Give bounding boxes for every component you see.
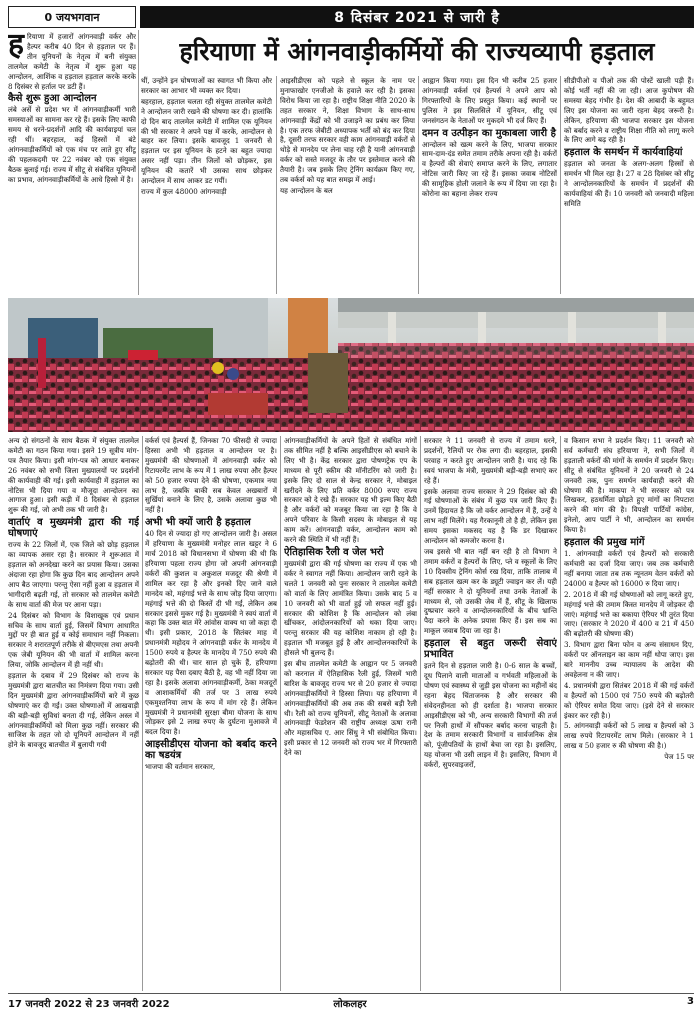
protest-rally-photo (8, 298, 694, 432)
demand-item: 5. आंगनवाड़ी वर्करों को 5 लाख व हैल्पर्स को 3 लाख रुपये रिटायरमेंट लाभ मिले। (सरकार ने 1 लाख व 50 हजार रु की घोषणा की है।) (564, 721, 694, 751)
article-column-9 (424, 436, 557, 991)
article-column-4 (422, 76, 557, 291)
paragraph: सीडीपीओ व पीओ तक की पोस्टें खाली पड़ी हैं। कोई भर्ती नहीं की जा रही। आज कुपोषण की समस्या बेहद गंभीर है। देश की आबादी के बहुमत लिए इस योजना का जारी रहना बेहद जरूरी है। लेकिन, हरियाणा की भाजपा सरकार इस योजना को बर्बाद करने व राष्ट्रीय शिक्षा नीति को लागू करने के लिए आगे बढ़ रही है। (564, 76, 694, 145)
demand-item: 3. विभाग द्वारा बिना फोन व अन्य संसाधन दिए, वर्करों पर ऑनलाइन का काम नहीं थोपा जाए। इस बारे माननीय उच्च न्यायालय के आदेश की अवहेलना न की जाए। (564, 640, 694, 679)
paragraph: इस बीच तालमेल कमेटी के आह्वान पर 5 जनवरी को करनाल में ऐतिहासिक रैली हुई, जिसमें भारी बारिश के बावजूद राज्य भर से 20 हजार से ज्यादा आंगनवाड़ीकर्मियों ने हिस्सा लिया। यह हरियाणा में आंगनवाड़ीकर्मियों की अब तक की सबसे बड़ी रैली थी। रैली को राज्य यूनियनों, सीटू नेताओं के अलावा आंगनवाड़ी फेडरेशन की राष्ट्रीय अध्यक्ष ऊषा रानी और महासचिव ए. आर सिंधु ने भी संबोधित किया। इसी प्रकार से 12 जनवरी को राज्य भर में गिरफ्तारी देने का (284, 659, 417, 758)
paragraph: बहरहाल, हड़ताल चलता रही संयुक्त तालमेल कमेटी ने आन्दोलन जारी रखने की घोषणा कर दी। हालांकि दो दिन बाद तालमेल कमेटी में शामिल एक यूनियन की भी सरकार ने अपने पक्ष में करके, आन्दोलन से बाहर कर लिया। इसके बावजूद 1 जनवरी से हड़ताल पर इस यूनियन के हटने का बहुत ज्यादा असर नहीं पड़ा। तीन जिलों को छोड़कर, इस यूनियन की कतारें भी उसका साथ छोड़कर आन्दोलन में साथ आकर डट गयीं। (141, 96, 272, 186)
subheading: कैसे शुरू हुआ आन्दोलन (8, 93, 97, 105)
article-column-3 (280, 76, 415, 291)
protest-rally-illustration (8, 298, 694, 432)
article-column-6 (8, 436, 139, 991)
article-column-5 (564, 76, 694, 291)
subheading: अभी भी क्यों जारी है हड़ताल (145, 517, 251, 529)
subheading: हड़ताल की प्रमुख मांगें (564, 537, 645, 549)
paragraph: इतने दिन से हड़ताल जारी है। 0-6 साल के बच्चों, दूध पिलाने वाली माताओं व गर्भवती महिलाओं के पोषण एवं स्वास्थ्य से जुड़ी इस योजना का महीनों बंद रहना बेहद चिंताजनक है और सरकार की संवेदनहीनता को ही दर्शाता है। भाजपा सरकार आइसीडीएस को भी, अन्य सरकारी विभागों की तर्ज पर निजी हाथों में सौंपकर बर्बाद करना चाहती है। देश के तमाम सरकारी विभागों व सार्वजनिक क्षेत्र को, पूंजीपतियों के हाथों बेचा जा रहा है। इसलिए, यह योजना भी उसी लाइन में है। इसलिए, विभाग में वर्करों, सुपरवाइजरों, (424, 661, 557, 770)
subheading: ऐतिहासिक रैली व जेल भरो (284, 546, 384, 558)
page-title: हरियाणा में आंगनवाड़ीकर्मियों की राज्यव्यापी हड़ताल (179, 37, 655, 66)
paragraph: जब इससे भी बात नहीं बन रही है तो विभाग ने तमाम वर्करों व हैल्परों के लिए, प्ले व स्कूलों के लिए 10 दिवसीय ट्रेनिंग कोर्स रख दिया, ताकि तालाब में सब हड़ताल खत्म कर के ड्यूटी ज्वाइन कर लें। यही नहीं सरकार ने दो यूनियनों तथा उनके नेताओं के माध्यम से, जो उसकी जेब में हैं, सीटू के खिलाफ दुष्प्रचार करने व आन्दोलनकारियों के बीच भ्रान्ति पैदा करने के अनेक प्रयास किए हैं। इस सब का माकूल जवाब दिया जा रहा है। (424, 546, 557, 636)
paragraph: सरकार ने 11 जनवरी से राज्य में तमाम धरने, प्रदर्शनों, रैलियों पर रोक लगा दी। बहरहाल, इसकी परवाह न करते हुए आन्दोलन जारी है। याद रहे कि स्वयं भाजपा के मंत्री, मुख्यमंत्री बड़ी-बड़ी सभाएं कर रहे हैं। (424, 436, 557, 485)
paragraph: 40 दिन से ज्यादा हो गए आन्दोलन जारी है। असल में हरियाणा के मुख्यमंत्री मनोहर लाल खट्टर ने 6 मार्च 2018 को विधानसभा में घोषणा की थी कि हरियाणा पहला राज्य होगा जो अपनी आंगनवाड़ी वर्करों की कुशल व अकुशल मजदूर की श्रेणी में शामिल कर रहा है और इनको दिए जाने वाले मानदेय को, महंगाई भत्ते के साथ जोड़ दिया जाएगा। महंगाई भत्ते की दो किस्तें दी भी गईं, लेकिन अब सरकार इससे मुकर गई है। मुख्यमंत्री ने स्वयं वार्ता में कहा कि उक्त बात मेरे आंवोस वाक्य था जो कहा दी थी। इसी प्रकार, 2018 के सितंबर माह में प्रधानमंत्री महोदय ने आंगनवाड़ी वर्कर के मानदेय में 1500 रुपये व हैल्पर के मानदेय में 750 रुपये की बढ़ोतरी की थी। चार साल हो चुके हैं, हरियाणा सरकार यह पैसा दबाए बैठी है, वह भी नहीं दिया जा रहा है। इसके अलावा आंगनवाड़ीकर्मी, ठेका मजदूरों व आशाकर्मियों की तर्ज पर 3 लाख रुपये एकमुश्तनिया लाभ के रूप में मांग रहे हैं। लेकिन मुख्यमंत्री ने प्रधानमंत्री सुरक्षा बीमा योजना के साथ जोड़कर इसे 2 लाख रुपए के दुर्घटना मुआवजे में बदल दिया है। (145, 529, 277, 737)
paragraph: राज्य में कुल 48000 आंगनवाड़ी (141, 186, 227, 196)
subheading: हड़ताल से बहुत जरूरी सेवाएं प्रभावित (424, 638, 557, 661)
article-column-7 (145, 436, 277, 991)
article-column-2 (141, 76, 272, 291)
paragraph: आह्वान किया गया। इस दिन भी करीब 25 हजार आंगनवाड़ी वर्कर्स एवं हैल्पर्स ने अपने आप को गिरफ्तारियों के लिए प्रस्तुत किया। कई स्थानों पर पुलिस ने इस सिलसिले में यूनियन, सीटू एवं जनसंगठन के नेताओं पर मुकदमे भी दर्ज किए हैं। (422, 76, 557, 125)
paragraph: मुख्यमंत्री द्वारा की गई घोषणा का राज्य में एक भी वर्कर ने स्वागत नहीं किया। आन्दोलन जारी रहने के चलते 1 जनवरी को पुनः सरकार ने तालमेल कमेटी को वार्ता के लिए आमंत्रित किया। उसके बाद 5 व 10 जनवरी को भी वार्ता हुई जो सफल नहीं हुई। सरकार की कोशिश है कि आन्दोलन को लंबा खींचकर, आंदोलनकारियों को थका दिया जाए। परन्तु सरकार की यह कोशिश नाकाम हो रही है। हड़ताल भी मजबूत हुई है और आन्दोलनकारियों के हौसले भी बुलन्द हैं। (284, 558, 417, 658)
paragraph: व किसान सभा ने प्रदर्शन किए। 11 जनवरी को सर्व कर्मचारी संघ हरियाणा ने, सभी जिलों में हड़ताली वर्करों की मांगों के समर्थन में प्रदर्शन किए। सीटू से संबंधित यूनियनों ने 20 जनवरी से 24 जनवरी तक, पुनः समर्थन कार्यवाही करने की घोषणा की है। माकपा ने भी सरकार को पत्र लिखकर, हठधर्मिता छोड़ते हुए मांगों का निपटारा करने की मांग की है। विपक्षी पार्टियों कांग्रेस, इनेलो, आप पार्टी ने भी, आन्दोलन का समर्थन किया है। (564, 436, 694, 535)
subheading: दमन व उत्पीड़न का मुकाबला जारी है (422, 127, 556, 139)
publication-name: लोकलहर (333, 999, 367, 1010)
paragraph: रियाणा में हजारों आंगनवाड़ी वर्कर और हैल्पर करीब 40 दिन से हड़ताल पर हैं। तीन यूनियनों के नेतृत्व में बनी संयुक्त तालमेल कमेटी के नेतृत्व में शुरू हुआ यह आन्दोलन, आशिंक व हड़ताल हड़ताल करके करके 8 दिसंबर से हर्ताल पर डटी हैं। (8, 32, 136, 91)
drop-cap: ह (8, 32, 24, 62)
date-banner: 8 दिसंबर 2021 से जारी है (140, 6, 694, 28)
paragraph: भाजपा की वर्तमान सरकार, (145, 762, 216, 772)
demand-item: 1. आंगनवाड़ी वर्करों एवं हैल्परों को सरकारी कर्मचारी का दर्जा दिया जाए। जब तक कर्मचारी नहीं बनाया जाता तब तक न्यूनतम वेतन वर्करों को 24000 व हैल्पर को 16000 रु दिया जाए। (564, 549, 694, 588)
paragraph: राज्य के 22 जिलों में, एक जिले को छोड़ हड़ताल का व्यापक असर रहा है। सरकार ने शुरूआत में हड़ताल को अनदेखा करने का प्रयास किया। उसका अंदाजा रहा होगा कि कुछ दिन बाद आन्दोलन अपने आप बैठ जाएगा। परन्तु ऐसा नहीं हुआ व हड़ताल में भागीदारी बढ़ती गई, तो सरकार को तालमेल कमेटी के साथ वार्ता की मेज पर आना पड़ा। (8, 540, 139, 609)
paragraph: इसके अलावा राज्य सरकार ने 29 दिसंबर को की गई घोषणाओं के संबंध में कुछ पत्र जारी किए हैं। उनमें हिदायत है कि जो वर्कर आन्दोलन में हैं, उन्हें ये लाभ नहीं मिलेंगे। यह गैरकानूनी तो है ही, लेकिन इस समय इसका मकसद यह है कि डर दिखाकर आन्दोलन को कमजोर करना है। (424, 486, 557, 546)
continued-note: पेज 15 पर (664, 752, 694, 762)
paragraph: आइसीडीएस को पहले से स्कूल के नाम पर मुनाफाखोर एनजीओ के हवाले कर रही है। इसका विरोध किया जा रहा है। राष्ट्रीय शिक्षा नीति 2020 के तहत सरकार ने, शिक्षा विभाग के साथ-साथ आंगनवाड़ी केंद्रों को भी उजाड़ने का प्रबंध कर लिया है। एक तरफ जेबीटी अध्यापक भर्ती को बंद कर दिया है, दूसरी तरफ सरकार वही काम आंगनवाड़ी वर्करों से थोड़े से मानदेय पर लेना चाह रही है यानी आंगनवाड़ी वर्कर को सस्ते मजदूर के तौर पर इस्तेमाल करने की तैयारी है। जब इसके लिए ट्रेनिंग कार्यक्रम किए गए, तब वर्कर्स को यह बात समझ में आई। (280, 76, 415, 185)
footer-date-range: 17 जनवरी 2022 से 23 जनवरी 2022 (8, 999, 170, 1010)
paragraph: आन्दोलन को खत्म करने के लिए, भाजपा सरकार साम-दाम-दंड समेत तमाम तरीके अपना रही है। वर्करों व हैल्परों की सेवाएं समाप्त करने के लिए, लगातार नोटिस जारी किए जा रहे हैं। इसका जवाब नोटिसों की सामूहिक होली जलाने के रूप में दिया जा रहा है। कोरोना का बहाना लेकर राज्य (422, 139, 557, 199)
paragraph: यह आन्दोलन के बल (280, 185, 333, 195)
paragraph: अन्य दो संगठनों के साथ बैठक में संयुक्त तालमेल कमेटी का गठन किया गया। इसने 19 सूत्रीय मांग-पत्र तैयार किया। इसी मांग-पत्र को आधार बनाकर 26 नवंबर को सभी जिला मुख्यालयों पर प्रदर्शनों की कार्यवाही की गई। इसी कार्यवाही में हड़ताल का नोटिस भी दिया गया व मौजूदा आन्दोलन का आगाज हुआ। इसी कड़ी में 8 दिसंबर से हड़ताल शुरू की गई, जो अभी तक भी जारी है। (8, 436, 139, 515)
article-column-10 (564, 436, 694, 991)
demand-item: 4. प्रधानमंत्री द्वारा सितंबर 2018 में की गई वर्करों व हैल्परों को 1500 एवं 750 रुपये की बढ़ोतरी को ऐरियर समेत दिया जाए। (इसे देने से सरकार इंकार कर रही है।) (564, 680, 694, 720)
subheading: हड़ताल के समर्थन में कार्यवाहियां (564, 147, 683, 159)
article-column-8 (284, 436, 417, 991)
paragraph: 24 दिसंबर को विभाग के विशाखूक एवं प्रधान सचिव के साथ वार्ता हुई, जिसमें विभाग आधारित मुद्दों पर ही बात हुई व कोई समाधान नहीं निकला। सरकार ने शरारतपूर्ण तरीके से बीएमएस तथा अपनी एक जेबी यूनियन की भी वार्ता में शामिल करना लिया, जोकि आन्दोलन में ही नहीं थी। (8, 610, 139, 670)
page-number: 3 (687, 996, 694, 1007)
demand-item: 2. 2018 में की गई घोषणाओं को लागू करते हुए, महंगाई भत्ते की तमाम किस्त मानदेय में जोड़कर दी जाएं। महंगाई भत्ते का बकाया ऐरियर भी तुरंत दिया जाए। (सरकार ने 2020 में 400 व 21 में 450 की बढ़ोतरी की घोषणा की) (564, 589, 694, 639)
paragraph: वर्कर्स एवं हैल्पर्स हैं, जिनका 70 फीसदी से ज्यादा हिस्सा अभी भी हड़ताल व आन्दोलन पर है। मुख्यमंत्री की घोषणाओं में आंगनवाड़ी वर्कर को रिटायरमेंट लाभ के रूप में 1 लाख रुपया और हैल्पर को 50 हजार रुपया देने की घोषणा, एकमात्र नया लाभ है, जबकि बाकी सब केवल अखबारों में सुर्खियां बनाने के लिए है, उसके अलावा कुछ भी नहीं है। (145, 436, 277, 515)
subheading: आइसीडीएस योजना को बर्बाद करने का षडयंत्र (145, 739, 277, 762)
paragraph: लंबे अर्से से प्रदेश भर में आंगनवाड़ीकर्मी भारी समस्याओं का सामना कर रहे हैं। इसके लिए काफी समय से धरने-प्रदर्शनों आदि की कार्यवाइयां चल रही थीं। बहरहाल, कई हिस्सों में बंटे आंगनवाड़ीकर्मियों को एक मंच पर लाते हुए सीटू की पहलकदमी पर 22 नवंबर को एक संयुक्त बैठक बुलाई गई। राज्य में सीटू से संबंधित यूनियनों का प्रभाव, आंगनवाड़ीकर्मियों के आधे हिस्से में है। (8, 105, 136, 184)
paragraph: आंगनवाड़ीकर्मियों के अपने हितों से संबंधित मांगों तक सीमित नहीं है बल्कि आइसीडीएस को बचाने के लिए भी है। केंद्र सरकार द्वारा पोषणट्रेक एप के माध्यम से पूरी स्कीम की मॉनीटरिंग को जारी है। इसके लिए दो साल से केन्द्र सरकार ने, मोबाइल खरीदने के लिए प्रति वर्कर 8000 रुपए राज्य सरकार को दे रखे हैं। सरकार यह भी इल्म किए बैठी है और वर्करों को मजबूर किया जा रहा है कि वे अपने परिवार के किसी सदस्य के मोबाइल से यह काम करें। आंगनवाड़ी वर्कर, आन्दोलन काम को करने की स्थिति में भी नहीं हैं। (284, 436, 417, 545)
subheading: वार्ताएं व मुख्यमंत्री द्वारा की गई घोषणाएं (8, 517, 139, 540)
paragraph: हड़ताल को जनता के अलग-अलग हिस्सों से समर्थन भी मिल रहा है। 27 व 28 दिसंबर को सीटू ने आन्दोलनकारियों के समर्थन में प्रदर्शनों की कार्यवाहियां की हैं। 10 जनवरी को जनवादी महिला समिति (564, 159, 694, 208)
paragraph: थीं, उन्होंने इन घोषणाओं का स्वागत भी किया और सरकार का आभार भी व्यक्त कर दिया। (141, 76, 272, 95)
author-byline: 0 जयभगवान (8, 6, 136, 28)
paragraph: हड़ताल के दबाव में 29 दिसंबर को राज्य के मुख्यमंत्री द्वारा बातचीत का निमंत्रण दिया गया। उसी दिन मुख्यमंत्री द्वारा आंगनवाड़ीकर्मियों बारे में कुछ घोषणाएं कर दी गईं। उक्त घोषणाओं में आखवाड़ी की बड़ी-बड़ी सुविधां बनता दी गई, लेकिन अस्ल में आंगनवाड़ीकर्मियों को मिला कुछ नहीं। सरकार की साजिश के तहत जो दो यूनियनें आन्दोलन में नहीं होने के बावजूद बातचीत में बुलायी गयी (8, 671, 139, 750)
article-column-1 (8, 32, 136, 297)
